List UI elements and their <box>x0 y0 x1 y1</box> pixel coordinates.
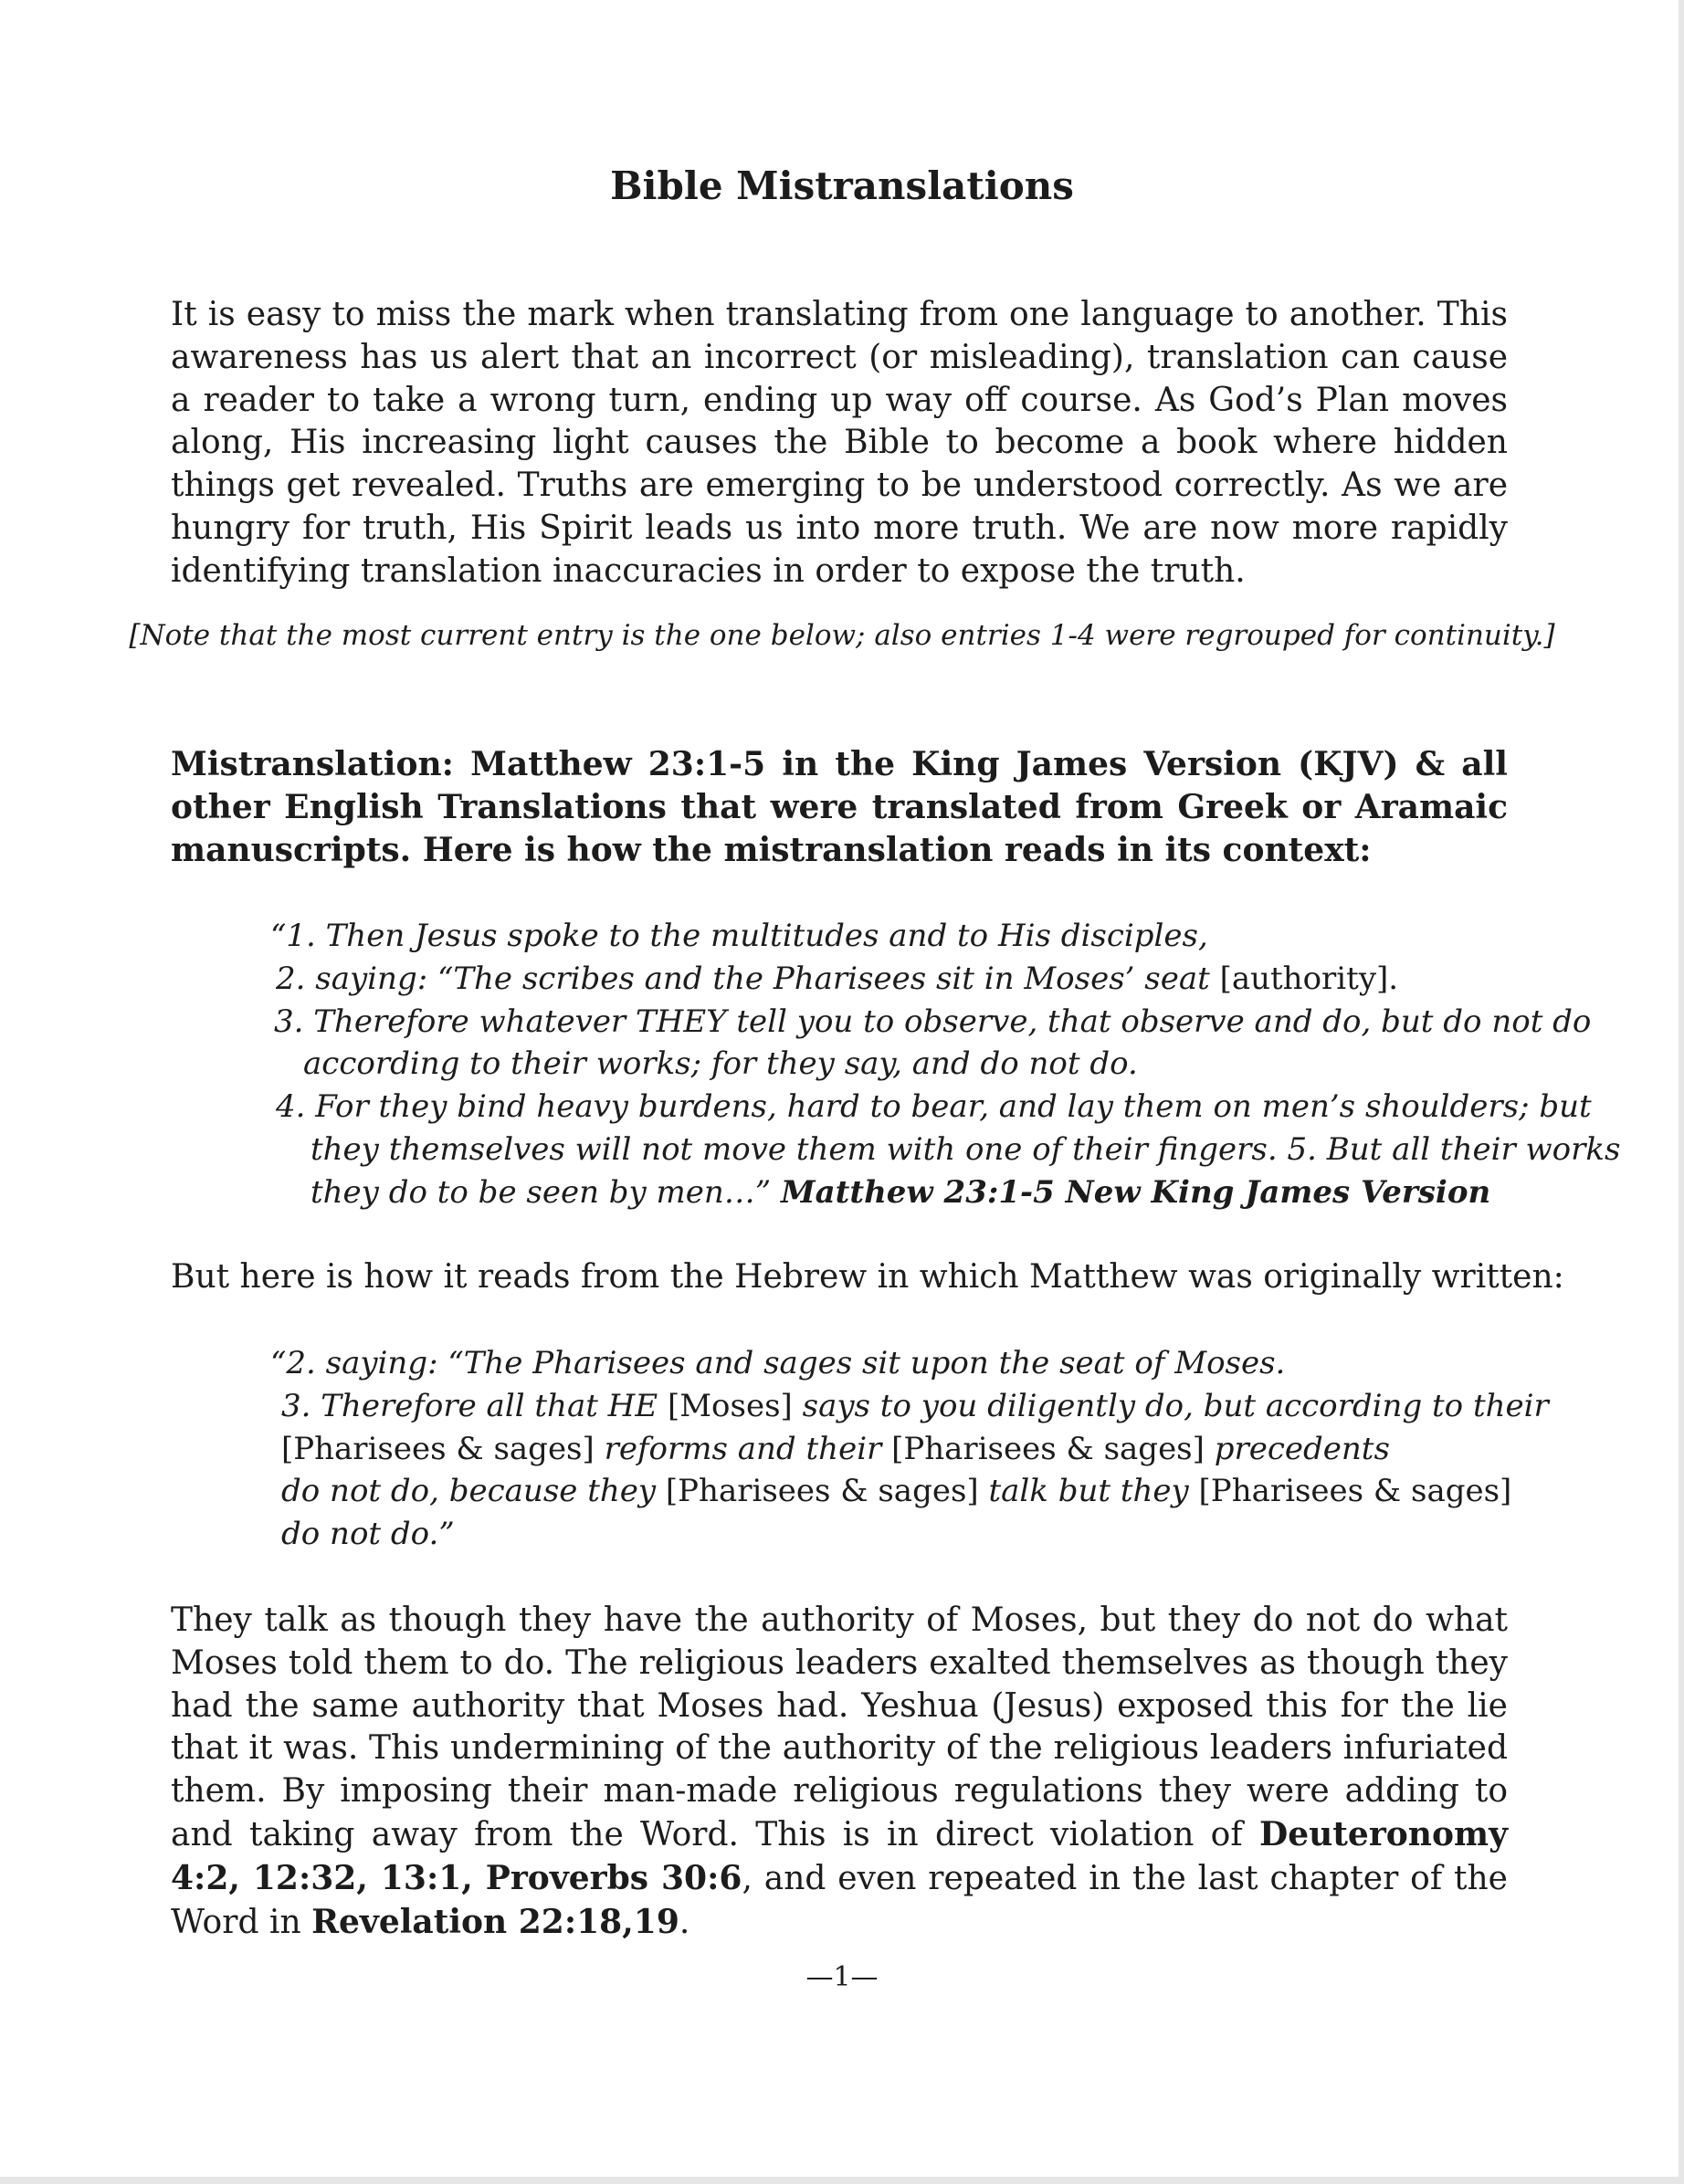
closing-paragraph <box>171 1600 1508 1944</box>
hebrew-line-2 <box>270 1385 1549 1428</box>
page-title: Bible Mistranslations <box>610 163 1074 208</box>
hebrew-line-4c: talk but they <box>978 1473 1199 1510</box>
nkjv-line-2-bracket: [authority]. <box>1219 960 1399 997</box>
closing-text-2: , and even repeated in the last chapter of the Word in <box>171 1859 1508 1941</box>
hebrew-line-3a: [Pharisees & sages] <box>281 1430 595 1467</box>
closing-reference-1: Deuteronomy 4:2, 12:32, 13:1, Proverbs 30:6 <box>171 1814 1508 1897</box>
nkjv-line-5: 4. For they bind heavy burdens, hard to bear, and lay them on men’s shoulders; but <box>276 1088 1592 1126</box>
hebrew-line-4d: [Pharisees & sages] <box>1198 1473 1512 1510</box>
hebrew-line-2c: says to you diligently do, but according to their <box>792 1387 1549 1424</box>
nkjv-line-7-text: they do to be seen by men…” <box>310 1173 781 1211</box>
nkjv-line-1: “1. Then Jesus spoke to the multitudes and to His disciples, <box>270 918 1208 954</box>
page-edge-right <box>1679 0 1684 2184</box>
hebrew-line-4a: do not do, because they <box>281 1473 666 1510</box>
hebrew-line-4b: [Pharisees & sages] <box>665 1473 979 1510</box>
mistranslation-heading-block <box>171 743 1508 871</box>
hebrew-intro-line: But here is how it reads from the Hebrew in which Matthew was originally written: <box>171 1258 1564 1296</box>
hebrew-line-3b: reforms and their <box>594 1430 892 1467</box>
hebrew-quote <box>270 1342 1549 1556</box>
page-edge-bottom <box>0 2177 1684 2184</box>
page-number: —1— <box>805 1961 879 1993</box>
intro-paragraph-block <box>171 294 1508 593</box>
hebrew-line-1: “2. saying: “The Pharisees and sages sit upon the seat of Moses. <box>270 1345 1286 1381</box>
hebrew-line-2b: [Moses] <box>667 1387 793 1424</box>
closing-reference-2: Revelation 22:18,19 <box>311 1902 679 1941</box>
nkjv-quote <box>270 915 1620 1214</box>
nkjv-line-3: 3. Therefore whatever THEY tell you to observe, that observe and do, but do not do <box>274 1003 1592 1040</box>
hebrew-line-4 <box>270 1470 1549 1513</box>
hebrew-line-3c: [Pharisees & sages] <box>891 1430 1205 1467</box>
hebrew-line-5: do not do.” <box>281 1516 455 1553</box>
nkjv-line-2 <box>270 958 1620 1001</box>
nkjv-line-7 <box>270 1171 1620 1214</box>
hebrew-line-2a: 3. Therefore all that HE <box>281 1387 668 1424</box>
intro-paragraph: It is easy to miss the mark when translating from one language to another. This awareness has us alert that an incorrect (or misleading), translation can cause a reader to take a wrong turn, ending up way off course. As God’s Plan moves along, His increasing light causes the Bible to become a book where hidden things get revealed. Truths are emerging to be understood correctly. As we are hungry for truth, His Spirit leads us into more truth. We are now more rapidly identifying translation inaccuracies in order to expose the truth. <box>171 296 1508 590</box>
hebrew-line-3 <box>270 1428 1549 1471</box>
mistranslation-heading: Mistranslation: Matthew 23:1-5 in the King James Version (KJV) & all other English Translations that were translated from Greek or Aramaic manuscripts. Here is how the mistranslation reads in its context: <box>171 745 1508 869</box>
nkjv-line-2-text: 2. saying: “The scribes and the Pharisees sit in Moses’ seat <box>276 960 1220 997</box>
nkjv-citation: Matthew 23:1-5 New King James Version <box>781 1173 1491 1211</box>
nkjv-line-4: according to their works; for they say, and do not do. <box>303 1045 1138 1083</box>
closing-paragraph-block <box>171 1600 1508 1944</box>
editor-note: [Note that the most current entry is the one below; also entries 1-4 were regrouped for continuity.] <box>129 619 1555 652</box>
closing-text-3: . <box>679 1903 690 1941</box>
hebrew-line-3d: precedents <box>1204 1430 1390 1467</box>
nkjv-line-6: they themselves will not move them with one of their fingers. 5. But all their works <box>310 1130 1621 1168</box>
closing-text-1: They talk as though they have the authority of Moses, but they do not do what Moses told them to do. The religious leaders exalted themselves as though they had the same authority that Moses had. Yeshua (Jesus) exposed this for the lie that it was. This undermining of the authority of the religious leaders infuriated them. By imposing their man-made religious regulations they were adding to and taking away from the Word. This is in direct violation of <box>171 1601 1508 1853</box>
